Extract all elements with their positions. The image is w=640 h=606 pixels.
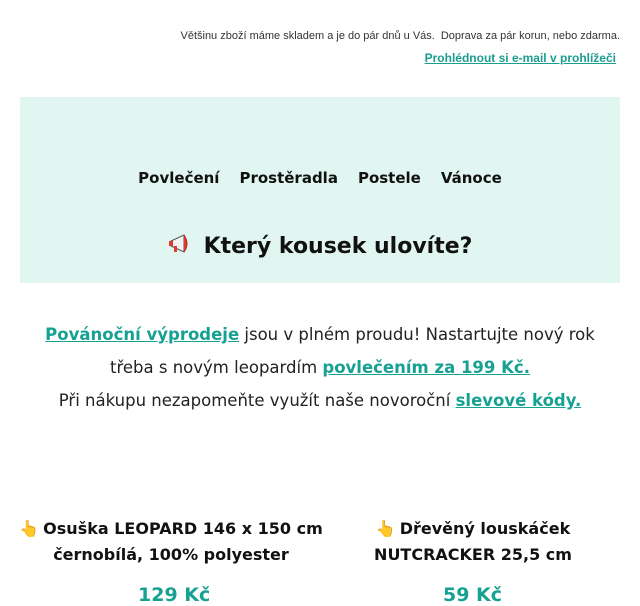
megaphone-icon bbox=[168, 233, 196, 261]
product-title: Osuška LEOPARD 146 x 150 cm černobílá, 100% polyester bbox=[43, 519, 323, 564]
product-price: 59 Kč bbox=[443, 584, 503, 606]
product-price: 129 Kč bbox=[138, 584, 211, 606]
product-title: Dřevěný louskáček NUTCRACKER 25,5 cm bbox=[374, 519, 572, 564]
post-christmas-sale-link[interactable]: Povánoční výprodeje bbox=[45, 325, 240, 344]
nav-item-postele[interactable]: Postele bbox=[357, 169, 421, 187]
pointing-hand-icon: 👆 bbox=[375, 519, 396, 538]
pointing-hand-icon: 👆 bbox=[19, 519, 40, 538]
discount-codes-link[interactable]: slevové kódy. bbox=[455, 391, 582, 410]
preheader bbox=[0, 30, 620, 42]
preheader-stock-text: Většinu zboží máme skladem a je do pár dnů u Vás. bbox=[180, 30, 435, 42]
nav-item-povleceni[interactable]: Povlečení bbox=[138, 169, 220, 187]
product-card-title[interactable] bbox=[364, 516, 582, 568]
headline-text: Který kousek ulovíte? bbox=[203, 234, 473, 259]
nav-item-prosteradla[interactable]: Prostěradla bbox=[239, 169, 338, 187]
preheader-shipping-text: Doprava za pár korun, nebo zdarma. bbox=[440, 30, 620, 42]
bedding-199-link[interactable]: povlečením za 199 Kč. bbox=[322, 358, 530, 377]
hero-headline bbox=[20, 233, 620, 261]
intro-text-1: jsou v plném proudu! Nastartujte nový rok třeba s novým leopardím bbox=[110, 325, 595, 377]
view-in-browser-link[interactable]: Prohlédnout si e-mail v prohlížeči bbox=[424, 51, 616, 65]
product-card-title[interactable] bbox=[18, 516, 324, 568]
intro-paragraph bbox=[36, 318, 604, 417]
intro-text-2: Při nákupu nezapomeňte využít naše novoroční bbox=[58, 391, 456, 410]
nav-item-vanoce[interactable]: Vánoce bbox=[440, 169, 502, 187]
hero-banner bbox=[20, 97, 620, 283]
main-nav bbox=[20, 169, 620, 187]
